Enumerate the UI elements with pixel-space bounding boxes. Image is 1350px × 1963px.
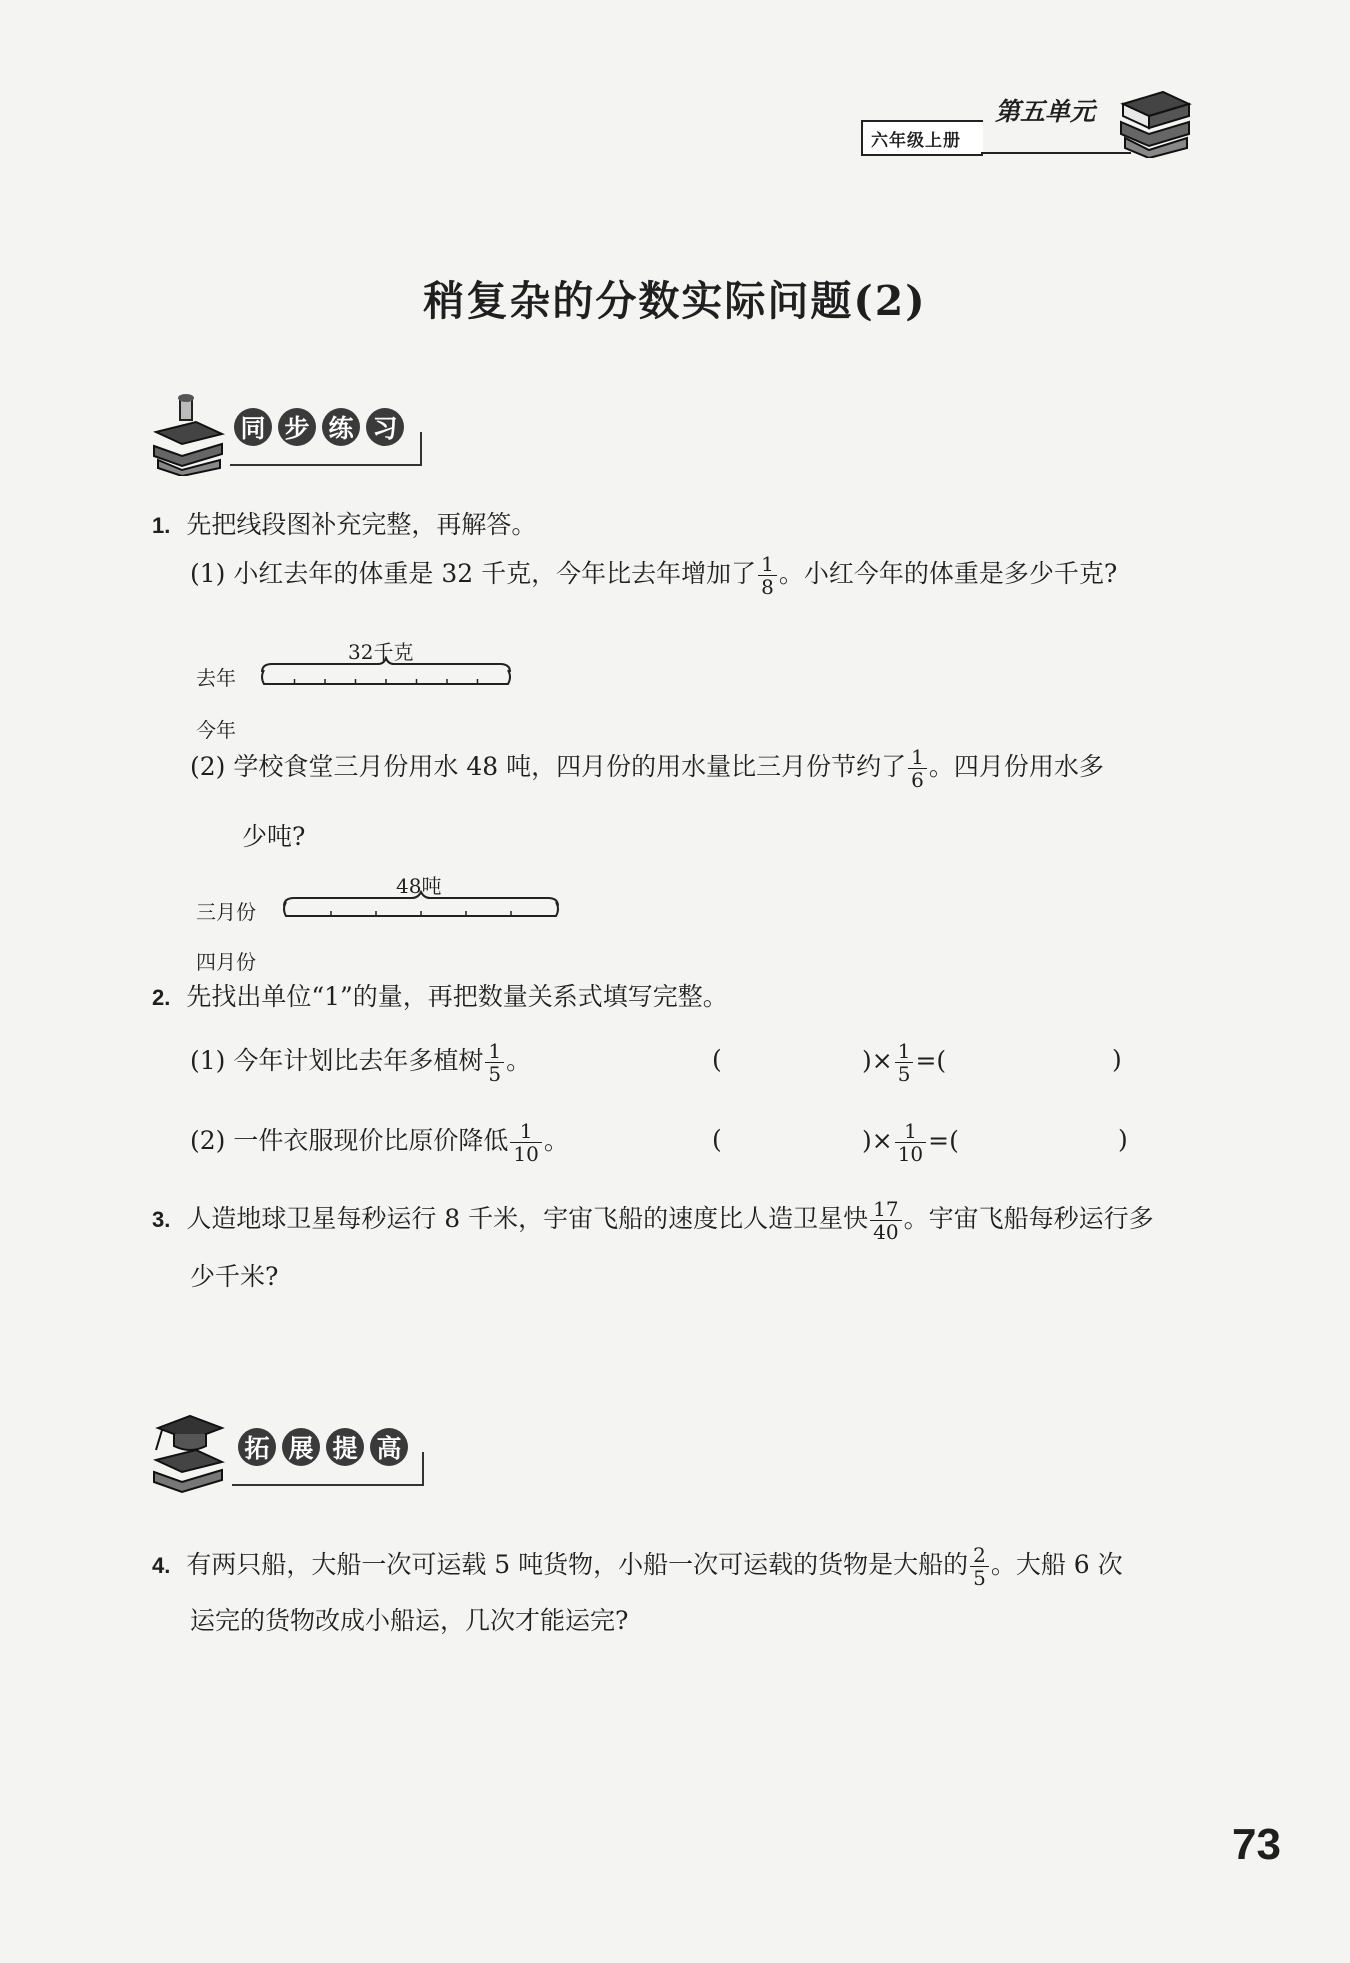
banner-char: 步 bbox=[278, 408, 316, 446]
fraction-denominator: 10 bbox=[897, 1142, 924, 1166]
books-lamp-icon bbox=[150, 392, 228, 476]
question-number: 1. bbox=[152, 513, 171, 538]
fraction-denominator: 10 bbox=[513, 1142, 539, 1166]
banner-char: 同 bbox=[234, 408, 272, 446]
part-text: 今年计划比去年多植树 bbox=[233, 1046, 484, 1075]
banner-char: 提 bbox=[326, 1428, 364, 1466]
question-1-part-1 bbox=[190, 553, 1117, 598]
question-2-part-2 bbox=[190, 1120, 569, 1165]
grad-cap-books-icon bbox=[150, 1412, 230, 1496]
diagram-row-label: 今年 bbox=[196, 718, 236, 742]
formula-mid: )× bbox=[862, 1126, 893, 1155]
diagram-row-label: 三月份 bbox=[196, 900, 256, 924]
question-3-cont: 少千米? bbox=[190, 1262, 279, 1291]
question-text: 。宇宙飞船每秒运行多 bbox=[903, 1204, 1154, 1233]
fraction-numerator: 2 bbox=[970, 1544, 989, 1567]
section-banner-extension bbox=[150, 1412, 432, 1496]
question-1 bbox=[152, 510, 536, 541]
fraction-numerator: 1 bbox=[895, 1040, 914, 1063]
part-text: 。四月份用水多 bbox=[928, 752, 1104, 781]
part-text: 小红去年的体重是 32 千克，今年比去年增加了 bbox=[233, 559, 757, 588]
fraction-numerator: 17 bbox=[870, 1198, 901, 1221]
question-3 bbox=[152, 1198, 1154, 1243]
formula-open-paren: ( bbox=[712, 1045, 722, 1074]
books-icon bbox=[1117, 88, 1193, 158]
diagram-brace-label: 32千克 bbox=[348, 640, 414, 664]
part-text: 。小红今年的体重是多少千克? bbox=[778, 559, 1118, 588]
question-1-part-2 bbox=[190, 746, 1104, 791]
formula-close-paren: ) bbox=[1112, 1045, 1122, 1074]
fraction bbox=[485, 1040, 504, 1085]
banner-char: 习 bbox=[366, 408, 404, 446]
fraction bbox=[895, 1120, 926, 1165]
question-2-part-1 bbox=[190, 1040, 531, 1085]
question-text: 人造地球卫星每秒运行 8 千米，宇宙飞船的速度比人造卫星快 bbox=[186, 1204, 869, 1233]
question-number: 4. bbox=[152, 1553, 171, 1578]
header-grade: 六年级上册 bbox=[871, 131, 961, 151]
fraction-numerator: 1 bbox=[510, 1120, 541, 1143]
part-label: (2) bbox=[190, 752, 226, 781]
section-banner-practice bbox=[150, 392, 430, 476]
banner-char: 展 bbox=[282, 1428, 320, 1466]
question-text: 有两只船，大船一次可运载 5 吨货物，小船一次可运载的货物是大船的 bbox=[186, 1550, 969, 1579]
banner-char: 高 bbox=[370, 1428, 408, 1466]
diagram-brace-label: 48吨 bbox=[396, 874, 442, 898]
question-4 bbox=[152, 1544, 1123, 1589]
question-text: 。大船 6 次 bbox=[990, 1550, 1123, 1579]
formula-mid: )× bbox=[862, 1046, 893, 1075]
fraction-numerator: 1 bbox=[908, 746, 927, 769]
question-text: 先把线段图补充完整，再解答。 bbox=[186, 510, 537, 539]
fraction-numerator: 1 bbox=[758, 553, 777, 576]
fraction-denominator: 5 bbox=[897, 1062, 911, 1086]
page-number: 73 bbox=[1232, 1820, 1281, 1869]
banner-char: 练 bbox=[322, 408, 360, 446]
banner-title-extension bbox=[238, 1428, 408, 1466]
formula-equals: =( bbox=[928, 1126, 959, 1155]
segment-line-last-year bbox=[258, 666, 514, 688]
fraction bbox=[510, 1120, 541, 1165]
fraction-numerator: 1 bbox=[895, 1120, 926, 1143]
part-text: 学校食堂三月份用水 48 吨，四月份的用水量比三月份节约了 bbox=[233, 752, 907, 781]
question-number: 3. bbox=[152, 1207, 171, 1232]
part-label: (2) bbox=[190, 1126, 226, 1155]
fraction bbox=[895, 1040, 914, 1085]
segment-line-march bbox=[280, 898, 562, 920]
question-1-part-2-cont: 少吨? bbox=[242, 822, 306, 851]
part-label: (1) bbox=[190, 559, 226, 588]
fraction bbox=[908, 746, 927, 791]
formula-multiply bbox=[862, 1040, 946, 1085]
question-text: 先找出单位“1”的量，再把数量关系式填写完整。 bbox=[186, 982, 728, 1011]
question-number: 2. bbox=[152, 985, 171, 1010]
formula-multiply bbox=[862, 1120, 959, 1165]
fraction bbox=[970, 1544, 989, 1589]
header-rule bbox=[981, 152, 1131, 154]
diagram-row-label: 四月份 bbox=[196, 950, 256, 974]
question-4-cont: 运完的货物改成小船运，几次才能运完? bbox=[190, 1606, 629, 1635]
part-label: (1) bbox=[190, 1046, 226, 1075]
fraction-denominator: 5 bbox=[973, 1566, 986, 1590]
fraction bbox=[870, 1198, 901, 1243]
part-text: 一件衣服现价比原价降低 bbox=[233, 1126, 509, 1155]
formula-equals: =( bbox=[915, 1046, 947, 1075]
part-text: 。 bbox=[543, 1126, 569, 1155]
formula-open-paren: ( bbox=[712, 1125, 722, 1154]
diagram-row-label: 去年 bbox=[196, 666, 236, 690]
header bbox=[855, 88, 1195, 168]
fraction bbox=[758, 553, 777, 598]
fraction-denominator: 40 bbox=[873, 1220, 899, 1244]
fraction-denominator: 6 bbox=[911, 768, 924, 792]
fraction-denominator: 5 bbox=[488, 1062, 502, 1086]
formula-close-paren: ) bbox=[1118, 1125, 1128, 1154]
question-2 bbox=[152, 982, 728, 1013]
banner-char: 拓 bbox=[238, 1428, 276, 1466]
page-title: 稍复杂的分数实际问题(2) bbox=[423, 277, 927, 325]
fraction-numerator: 1 bbox=[485, 1040, 504, 1063]
part-text: 。 bbox=[506, 1046, 532, 1075]
fraction-denominator: 8 bbox=[761, 575, 774, 599]
banner-title-practice bbox=[234, 408, 404, 446]
header-unit: 第五单元 bbox=[995, 97, 1096, 126]
